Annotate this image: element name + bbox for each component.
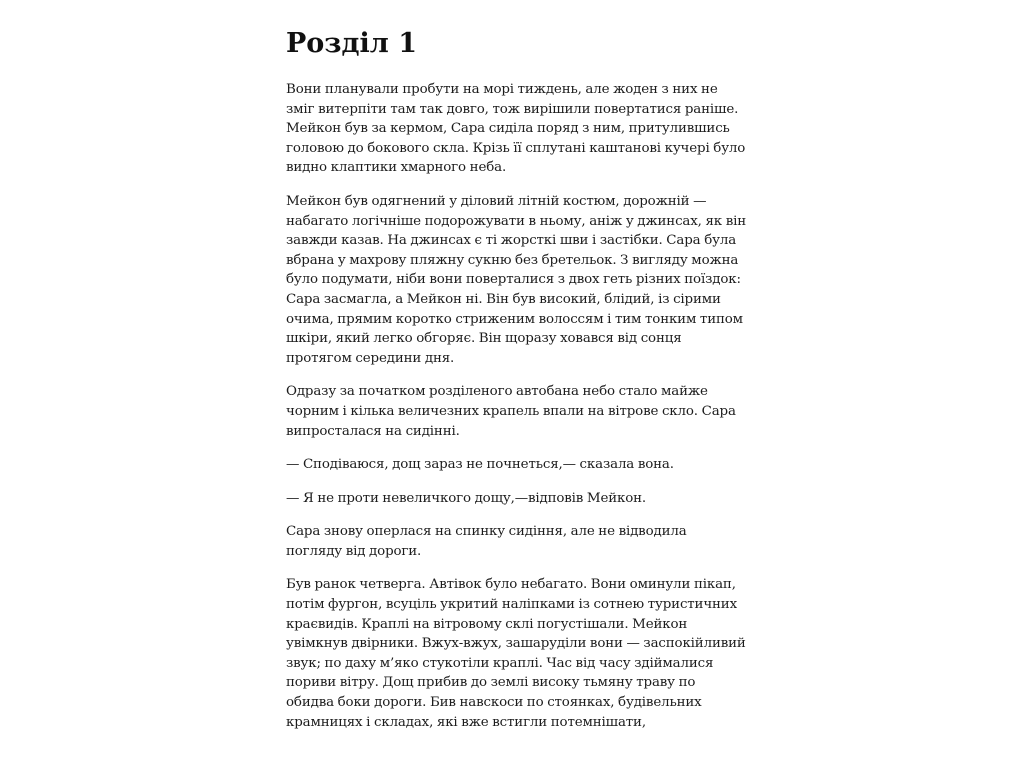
paragraph-6: Сара знову оперлася на спинку сидіння, але не відводила погляду від дороги. bbox=[286, 524, 687, 559]
paragraph-1: Вони планували пробути на морі тиждень, але жоден з них не зміг витерпіти там так довго, тож вирішили повертатися раніше. Мейкон був за кермом, Сара сиділа поряд з ним, притулившись головою до бокового скла. Крізь її сплутані каштанові кучері було видно клаптики хмарного неба. bbox=[286, 82, 746, 176]
paragraph-4-dialogue: — Сподіваюся, дощ зараз не почнеться,— сказала вона. bbox=[286, 457, 674, 473]
chapter-title: Розділ 1 bbox=[286, 28, 418, 59]
document-page bbox=[286, 27, 746, 746]
paragraph-7: Був ранок четверга. Автівок було небагато. Вони оминули пікап, потім фургон, всуціль укритий наліпками із сотнею туристичних краєвидів. Краплі на вітровому склі погустішали. Мейкон увімкнув двірники. Вжух-вжух, зашаруділи вони — заспокійливий звук; по даху м’яко стукотіли краплі. Час від часу здіймалися пориви вітру. Дощ прибив до землі високу тьмяну траву по обидва боки дороги. Бив навскоси по стоянках, будівельних крамницях і складах, які вже встигли потемнішати, bbox=[286, 577, 746, 730]
paragraph-2: Мейкон був одягнений у діловий літній костюм, дорожній — набагато логічніше подорожувати в ньому, аніж у джинсах, як він завжди казав. На джинсах є ті жорсткі шви і застібки. Сара була вбрана у махрову пляжну сукню без бретельок. З вигляду можна було подумати, ніби вони поверталися з двох геть різних поїздок: Сара засмагла, а Мейкон ні. Він був високий, блідий, із сірими очима, прямим коротко стриженим волоссям і тим тонким типом шкіри, який легко обгоряє. Він щоразу ховався від сонця протягом середини дня. bbox=[286, 193, 746, 366]
paragraph-5-dialogue: — Я не проти невеличкого дощу,—відповів Мейкон. bbox=[286, 490, 647, 506]
paragraph-3: Одразу за початком розділеного автобана небо стало майже чорним і кілька величезних крапель впали на вітрове скло. Сара випросталася на сидінні. bbox=[286, 384, 736, 439]
